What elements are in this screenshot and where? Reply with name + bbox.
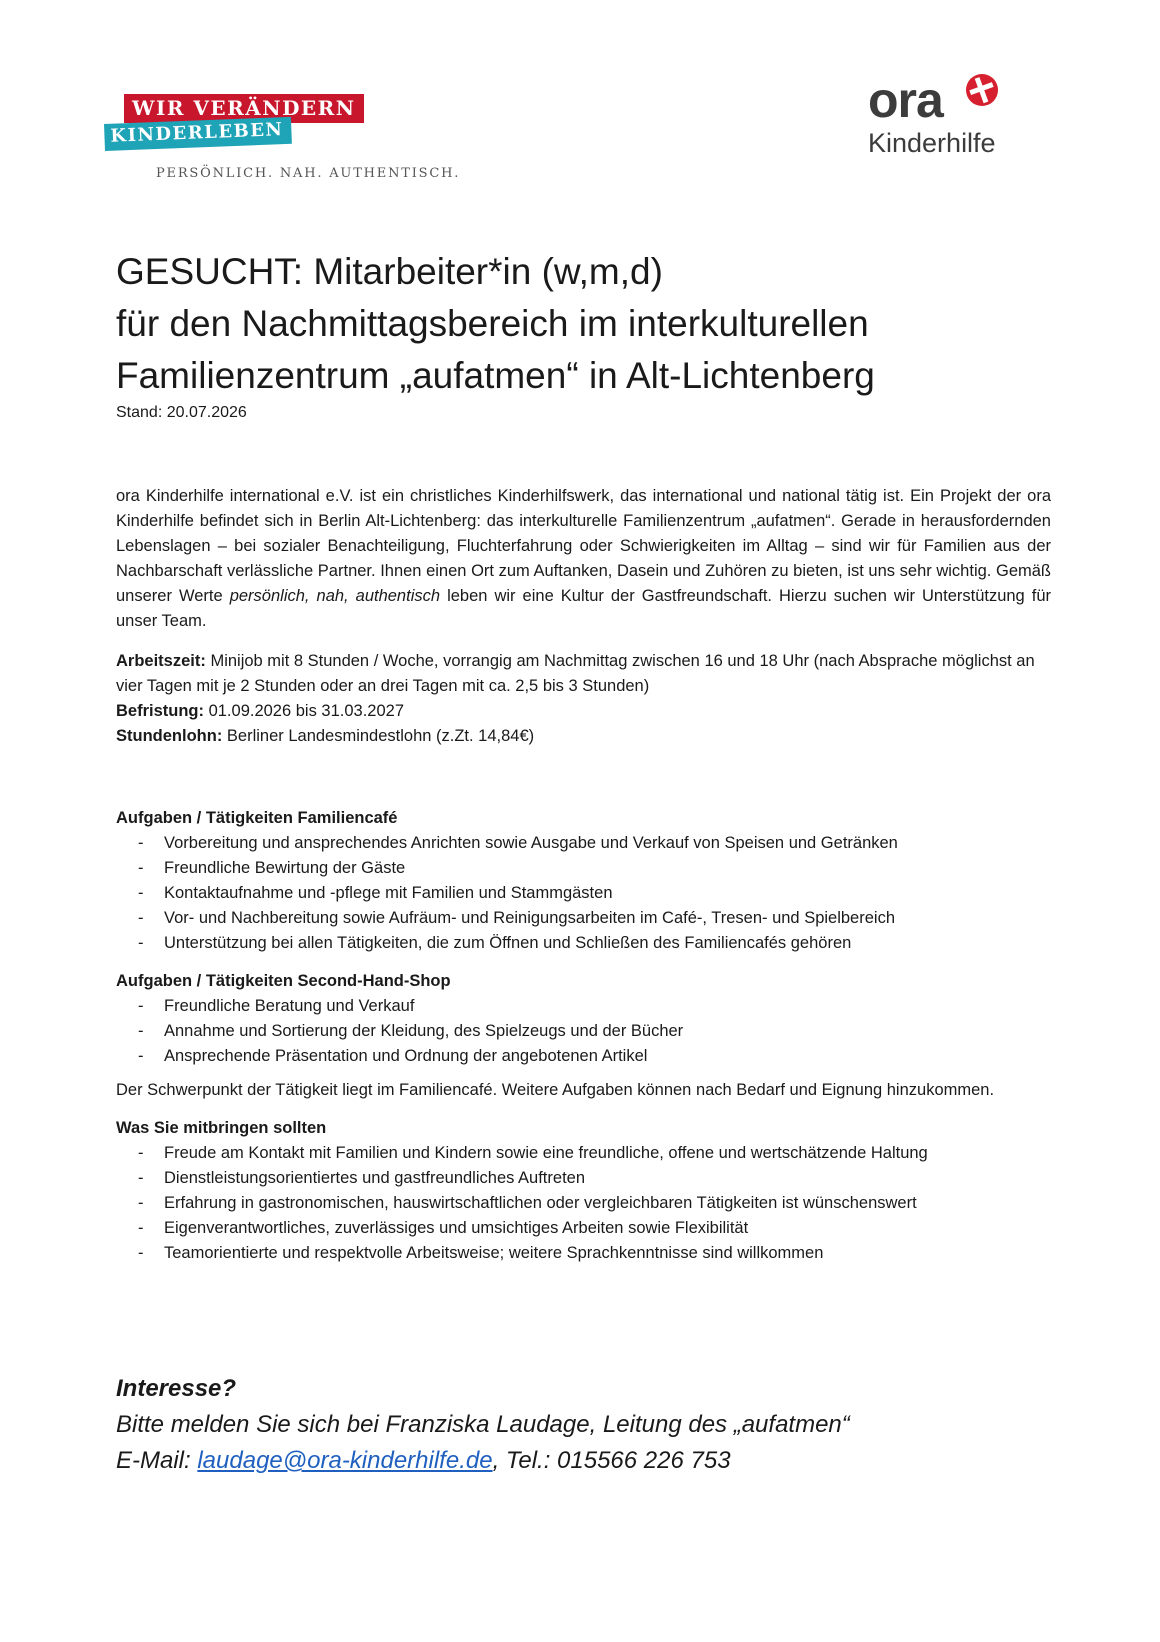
list-item: - Annahme und Sortierung der Kleidung, des Spielzeugs und der Bücher <box>116 1019 1051 1044</box>
page-title <box>116 246 1076 402</box>
campaign-logo-line2: KINDERLEBEN <box>104 117 292 151</box>
fact-stundenlohn <box>116 724 1051 749</box>
list-item: - Dienstleistungsorientiertes und gastfreundliches Auftreten <box>116 1166 1051 1191</box>
title-line-3: Familienzentrum „aufatmen“ in Alt-Lichtenberg <box>116 355 875 396</box>
campaign-logo <box>104 94 464 188</box>
intro-text-a: ora Kinderhilfe international e.V. ist ein christliches Kinderhilfswerk, das international und national tätig ist. Ein Projekt der ora Kinderhilfe befindet sich in Berlin Alt-Lichtenberg: das interkulturelle Familienzentrum „aufatmen“. Gerade in herausfordernden Lebenslagen – bei sozialer Benachteiligung, Fluchterfahrung oder Schwierigkeiten im Alltag – sind wir für Familien aus der Nachbarschaft verlässliche Partner. Ihnen einen Ort zum Auftanken, Dasein und Zuhören zu bieten, ist uns sehr wichtig. Gemäß unserer Werte <box>116 487 1051 605</box>
list-item: - Kontaktaufnahme und -pflege mit Familien und Stammgästen <box>116 881 1051 906</box>
stand-date: Stand: 20.07.2026 <box>116 404 247 421</box>
contact-heading: Interesse? <box>116 1375 237 1402</box>
fact-stundenlohn-label: Stundenlohn: <box>116 727 223 745</box>
fact-arbeitszeit-value: Minijob mit 8 Stunden / Woche, vorrangig am Nachmittag zwischen 16 und 18 Uhr (nach Absprache möglichst an vier Tagen mit je 2 Stunden oder an drei Tagen mit ca. 2,5 bis 3 Stunden) <box>116 652 1035 695</box>
list-item: - Teamorientierte und respektvolle Arbeitsweise; weitere Sprachkenntnisse sind willkommen <box>116 1241 1051 1266</box>
shop-task-list <box>116 994 1051 1069</box>
title-line-1: GESUCHT: Mitarbeiter*in (w,m,d) <box>116 251 663 292</box>
title-line-2: für den Nachmittagsbereich im interkulturellen <box>116 303 869 344</box>
phone-number: , Tel.: 015566 226 753 <box>492 1447 731 1474</box>
intro-paragraph <box>116 484 1051 634</box>
cafe-task-list <box>116 831 1051 956</box>
fact-stundenlohn-value: Berliner Landesmindestlohn (z.Zt. 14,84€) <box>222 727 535 745</box>
list-item: - Vorbereitung und ansprechendes Anrichten sowie Ausgabe und Verkauf von Speisen und Getränken <box>116 831 1051 856</box>
ora-logo-subtitle: Kinderhilfe <box>868 128 996 158</box>
job-description <box>116 484 1051 1266</box>
ora-kinderhilfe-logo <box>868 70 1018 170</box>
section-heading-shop: Aufgaben / Tätigkeiten Second-Hand-Shop <box>116 972 451 990</box>
list-item: - Unterstützung bei allen Tätigkeiten, die zum Öffnen und Schließen des Familiencafés gehören <box>116 931 1051 956</box>
fact-befristung-label: Befristung: <box>116 702 204 720</box>
contact-line: Bitte melden Sie sich bei Franziska Laudage, Leitung des „aufatmen“ <box>116 1411 850 1438</box>
intro-values-italic: persönlich, nah, authentisch <box>229 587 441 605</box>
contact-details <box>116 1443 1016 1479</box>
list-item: - Freundliche Beratung und Verkauf <box>116 994 1051 1019</box>
requirements-list <box>116 1141 1051 1266</box>
ora-cross-heart-icon <box>964 72 1000 108</box>
section-heading-cafe: Aufgaben / Tätigkeiten Familiencafé <box>116 809 398 827</box>
list-item: - Freundliche Bewirtung der Gäste <box>116 856 1051 881</box>
fact-arbeitszeit-label: Arbeitszeit: <box>116 652 206 670</box>
ora-logo-word: ora <box>868 72 943 128</box>
list-item: - Ansprechende Präsentation und Ordnung der angebotenen Artikel <box>116 1044 1051 1069</box>
fact-arbeitszeit <box>116 649 1051 699</box>
list-item: - Erfahrung in gastronomischen, hauswirtschaftlichen oder vergleichbaren Tätigkeiten ist wünschenswert <box>116 1191 1051 1216</box>
list-item: - Eigenverantwortliches, zuverlässiges und umsichtiges Arbeiten sowie Flexibilität <box>116 1216 1051 1241</box>
section-heading-requirements: Was Sie mitbringen sollten <box>116 1119 327 1137</box>
list-item: - Freude am Kontakt mit Familien und Kindern sowie eine freundliche, offene und wertschätzende Haltung <box>116 1141 1051 1166</box>
list-item: - Vor- und Nachbereitung sowie Aufräum- und Reinigungsarbeiten im Café-, Tresen- und Spielbereich <box>116 906 1051 931</box>
email-prefix: E-Mail: <box>116 1447 198 1474</box>
focus-note: Der Schwerpunkt der Tätigkeit liegt im Familiencafé. Weitere Aufgaben können nach Bedarf und Eignung hinzukommen. <box>116 1081 995 1099</box>
email-link[interactable]: laudage@ora-kinderhilfe.de <box>197 1447 493 1474</box>
job-facts <box>116 649 1051 749</box>
fact-befristung-value: 01.09.2026 bis 31.03.2027 <box>204 702 405 720</box>
contact-block <box>116 1371 1016 1479</box>
fact-befristung <box>116 699 1051 724</box>
intro-text-b: leben wir eine Kultur der Gastfreundschaft. Hierzu suchen wir Unterstützung für unser Team. <box>116 587 1052 630</box>
campaign-logo-tagline: PERSÖNLICH. NAH. AUTHENTISCH. <box>156 166 461 181</box>
campaign-logo-line1: WIR VERÄNDERN <box>124 94 364 123</box>
